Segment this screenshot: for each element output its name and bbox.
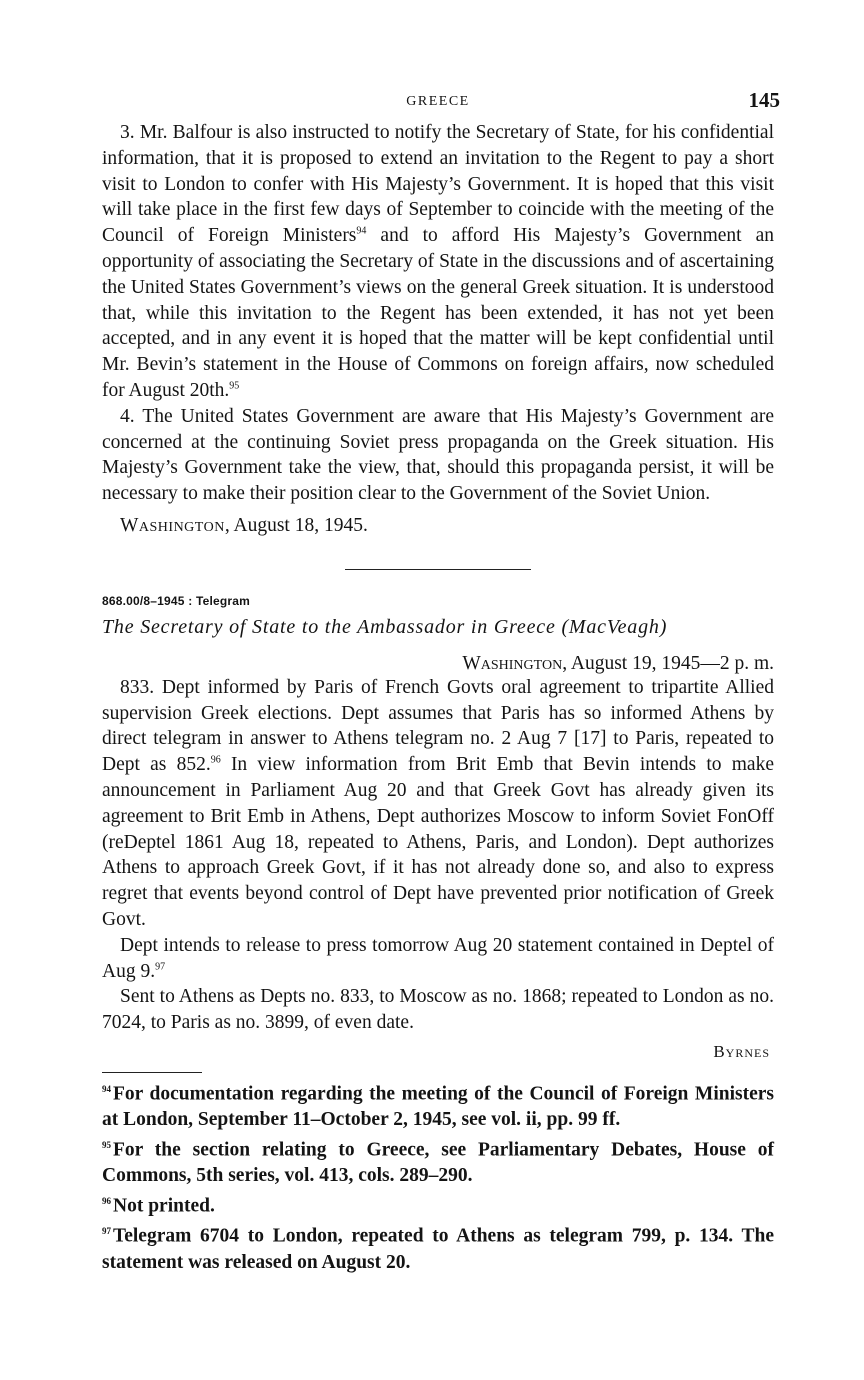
document-title-text: The Secretary of State to the Ambassador in Greece <box>102 615 556 638</box>
footnote <box>102 1189 774 1219</box>
memo-paragraph-3-text: 3. Mr. Balfour is also instructed to notify the Secretary of State, for his confidential information, that it is proposed to extend an invitation to the Regent to pay a short visit to London to confer with His Majesty’s Government. It is hoped that this visit will take place in the first few days of September to coincide with the meeting of the Council of Foreign Ministers <box>102 122 774 247</box>
section-divider <box>345 569 531 570</box>
memo-signature-line <box>120 513 774 539</box>
document-page <box>102 88 780 1275</box>
footnote <box>102 1219 774 1275</box>
footnote-marker: 95 <box>102 1140 111 1150</box>
telegram-paragraph-1 <box>102 675 774 933</box>
document-title-paren: (MacVeagh) <box>561 615 668 638</box>
memo-paragraph-3 <box>102 120 774 404</box>
dateline-rest: , August 19, 1945—2 p. m. <box>562 652 774 674</box>
running-head: GREECE <box>406 94 470 109</box>
dateline <box>102 653 774 675</box>
footnote-marker: 96 <box>102 1196 111 1207</box>
memo-sign-date: , August 18, 1945. <box>224 514 368 536</box>
memo-sign-place: Washington <box>120 514 225 536</box>
footnote-ref-94: 94 <box>356 225 367 237</box>
footnote <box>102 1133 774 1189</box>
memo-paragraph-3-text-cont: and to afford His Majesty’s Government an opportunity of associating the Secretary of State in the discussions and of ascertaining the United States Government’s views on the general Greek situation. It is understood that, while this invitation to the Regent has been extended, it has not yet been accepted, and in any event it is hoped that the matter will be kept confidential until Mr. Bevin’s statement in the House of Commons on foreign affairs, now scheduled for August 20th. <box>102 225 774 401</box>
telegram-paragraph-3: Sent to Athens as Depts no. 833, to Moscow as no. 1868; repeated to London as no. 7024, to Paris as no. 3899, of even date. <box>102 986 774 1034</box>
telegram-paragraph-2 <box>102 933 774 985</box>
dateline-place: Washington <box>462 652 563 674</box>
footnote-text: For the section relating to Greece, see Parliamentary Debates, House of Commons, 5th series, vol. 413, cols. 289–290. <box>102 1139 774 1187</box>
footnote-ref-95: 95 <box>229 380 240 392</box>
telegram-paragraph-1-text-cont: In view information from Brit Emb that Bevin intends to make announcement in Parliament Aug 20 and that Greek Govt has already given its agreement to Brit Emb in Athens, Dept authorizes Moscow to inform Soviet FonOff (reDeptel 1861 Aug 18, repeated to Athens, Paris, and London). Dept authorizes Athens to approach Greek Govt, if it has not already done so, and also to express regret that events beyond control of Dept have prevented prior notification of Greek Govt. <box>102 754 774 930</box>
footnote <box>102 1077 774 1133</box>
document-title <box>102 616 774 639</box>
footnote-marker: 97 <box>102 1226 111 1237</box>
file-number: 868.00/8–1945 : Telegram <box>102 593 251 608</box>
telegram-paragraph-2-text: Dept intends to release to press tomorrow Aug 20 statement contained in Deptel of Aug 9. <box>102 934 774 982</box>
page-number: 145 <box>748 88 780 112</box>
footnote-text: For documentation regarding the meeting of the Council of Foreign Ministers at London, September 11–October 2, 1945, see vol. ii, pp. 99 ff. <box>102 1083 774 1131</box>
footnote-text: Not printed. <box>113 1195 215 1217</box>
signature: Byrnes <box>713 1041 770 1061</box>
telegram-paragraph-1-text: 833. Dept informed by Paris of French Govts oral agreement to tripartite Allied supervision Greek elections. Dept assumes that Paris has so informed Athens by direct telegram in answer to Athens telegram no. 2 Aug 7 [17] to Paris, repeated to Dept as 852. <box>102 676 774 776</box>
footnotes <box>102 1077 774 1276</box>
footnote-marker: 94 <box>102 1083 111 1094</box>
footnote-text: Telegram 6704 to London, repeated to Athens as telegram 799, p. 134. The statement was released on August 20. <box>102 1225 774 1273</box>
page-header <box>102 88 780 120</box>
footnote-rule <box>102 1072 202 1073</box>
memo-paragraph-4: 4. The United States Government are aware that His Majesty’s Government are concerned at the continuing Soviet press propaganda on the Greek situation. His Majesty’s Government take the view, that, should this propaganda persist, it will be necessary to make their position clear to the Government of the Soviet Union. <box>102 405 774 505</box>
footnote-ref-96: 96 <box>210 754 221 766</box>
footnote-ref-97: 97 <box>155 961 166 973</box>
